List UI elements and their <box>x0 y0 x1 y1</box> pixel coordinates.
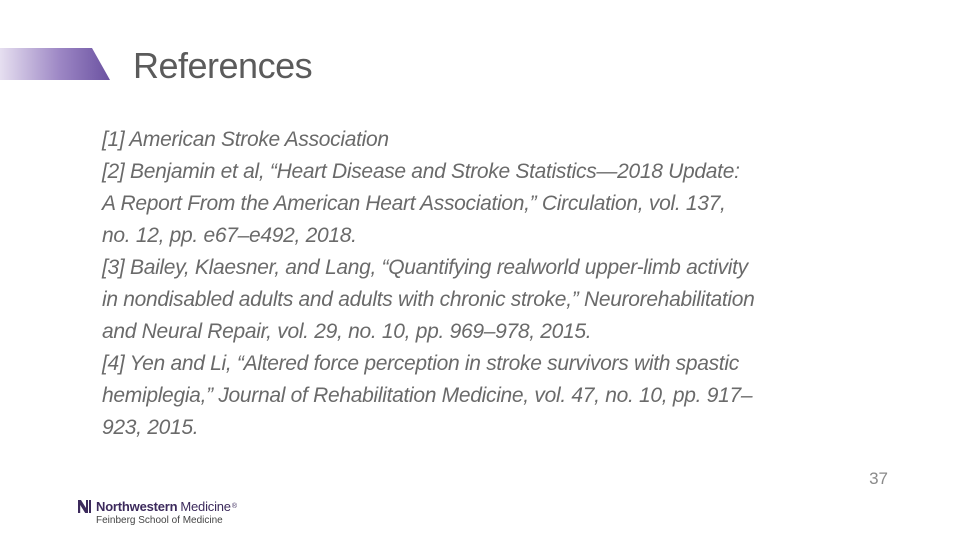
reference-line: and Neural Repair, vol. 29, no. 10, pp. 969–978, 2015. <box>102 320 592 343</box>
northwestern-medicine-logo <box>78 499 237 526</box>
logo-name: Northwestern <box>96 499 178 514</box>
references-list <box>102 124 892 444</box>
reference-line: [2] Benjamin et al, “Heart Disease and Stroke Statistics—2018 Update: <box>102 160 740 183</box>
reference-line: [1] American Stroke Association <box>102 128 389 151</box>
reference-line: [3] Bailey, Klaesner, and Lang, “Quantifying realworld upper-limb activity <box>102 256 748 279</box>
page-title: References <box>133 45 313 86</box>
logo-division: Medicine <box>180 499 231 514</box>
logo-registered-mark: ® <box>231 503 237 510</box>
page-number: 37 <box>869 469 888 488</box>
logo-subtitle: Feinberg School of Medicine <box>96 515 223 526</box>
title-accent-bar <box>0 48 110 80</box>
reference-line: hemiplegia,” Journal of Rehabilitation Medicine, vol. 47, no. 10, pp. 917– <box>102 384 753 407</box>
reference-line: 923, 2015. <box>102 416 199 439</box>
reference-line: [4] Yen and Li, “Altered force perception in stroke survivors with spastic <box>102 352 739 375</box>
reference-line: A Report From the American Heart Association,” Circulation, vol. 137, <box>102 192 726 215</box>
reference-line: no. 12, pp. e67–e492, 2018. <box>102 224 357 247</box>
northwestern-medicine-mark-icon <box>78 500 93 513</box>
reference-line: in nondisabled adults and adults with chronic stroke,” Neurorehabilitation <box>102 288 755 311</box>
